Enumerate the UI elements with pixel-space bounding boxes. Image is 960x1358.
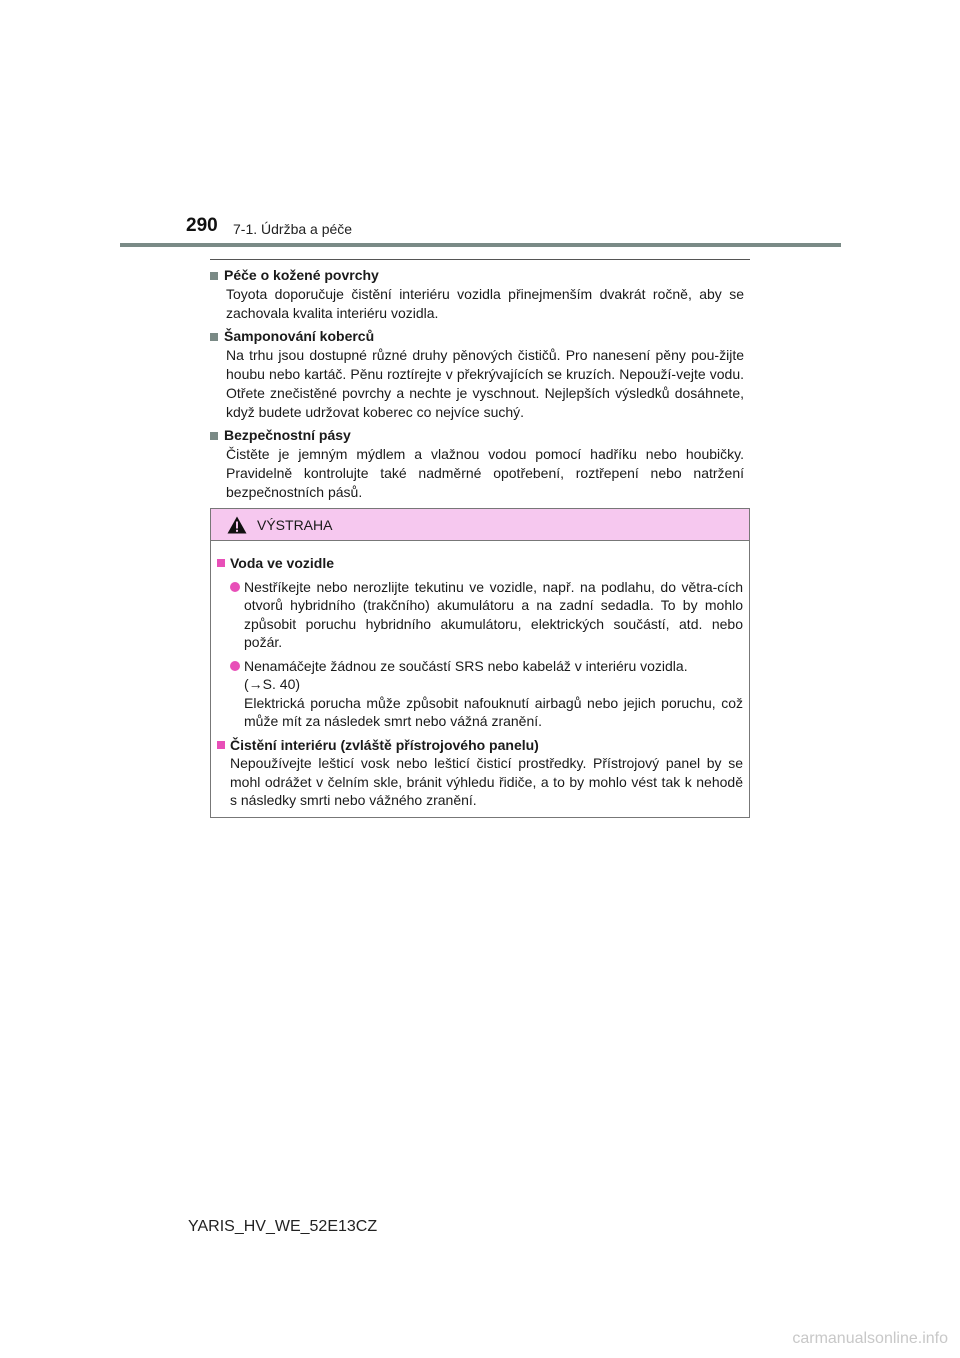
item-title: Péče o kožené povrchy (224, 267, 379, 283)
content-rule (210, 259, 750, 260)
warning-label: VÝSTRAHA (257, 516, 333, 533)
content (210, 266, 750, 506)
watermark: carmanualsonline.info (792, 1330, 948, 1347)
warning-item-body: Nepoužívejte lešticí vosk nebo lešticí čisticí prostředky. Přístrojový panel by se mohl odrážet v čelním skle, bránit výhledu řidiče, a to by mohlo vést tak k nehodě s následky smrti nebo vážného zranění. (230, 755, 743, 808)
warning-header (211, 509, 749, 541)
page-number: 290 (186, 215, 218, 236)
warning-bullet-line: Elektrická porucha může způsobit nafouknutí airbagů nebo jejich poruchu, což může mít za následek smrt nebo vážná zranění. (244, 694, 743, 729)
warning-bullet-line: Nenamáčejte žádnou ze součástí SRS nebo kabeláž v interiéru vozidla. (244, 657, 688, 674)
item-body: Toyota doporučuje čistění interiéru vozidla přinejmenším dvakrát ročně, aby se zachovala kvalita interiéru vozidla. (226, 286, 744, 321)
header-rule (120, 243, 841, 247)
warning-item-title: Čistění interiéru (zvláště přístrojového panelu) (230, 736, 539, 753)
page-reference: (→S. 40) (244, 676, 301, 692)
item-body: Čistěte je jemným mýdlem a vlažnou vodou pomocí hadříku nebo houbičky. Pravidelně kontrolujte také nadměrné opotřebení, roztřepení nebo natržení bezpečnostních pásů. (226, 446, 744, 500)
warning-item-interior (217, 736, 743, 810)
item-seatbelts (210, 426, 750, 502)
item-leather (210, 266, 750, 323)
warning-triangle-icon (227, 516, 247, 534)
warning-body (211, 541, 749, 810)
item-title: Šamponování koberců (224, 328, 375, 344)
warning-item-water (217, 554, 743, 573)
warning-box (210, 508, 750, 818)
warning-item-title: Voda ve vozidle (230, 555, 334, 571)
circle-bullet-icon (230, 661, 240, 671)
warning-bullet (217, 578, 743, 652)
section-title: 7-1. Údržba a péče (233, 221, 353, 237)
square-bullet-icon (210, 333, 218, 341)
square-bullet-icon (217, 559, 225, 567)
warning-bullet-text (244, 657, 743, 731)
circle-bullet-icon (230, 582, 240, 592)
warning-bullet (217, 657, 743, 731)
square-bullet-icon (210, 272, 218, 280)
item-carpet (210, 327, 750, 422)
manual-code: YARIS_HV_WE_52E13CZ (188, 1218, 378, 1235)
warning-bullet-text: Nestříkejte nebo nerozlijte tekutinu ve vozidle, např. na podlahu, do větra-cích otvorů hybridního (trakčního) akumulátoru a na zadní sedadla. To by mohlo způsobit poruchu hybridního akumulátoru, elektrických součástí, atd. nebo požár. (244, 578, 743, 650)
square-bullet-icon (217, 741, 225, 749)
square-bullet-icon (210, 432, 218, 440)
item-title: Bezpečnostní pásy (224, 427, 351, 443)
item-body: Na trhu jsou dostupné různé druhy pěnových čističů. Pro nanesení pěny pou-žijte houbu nebo kartáč. Pěnu roztírejte v překrývajících se kruzích. Nepouží-vejte vodu. Otřete znečistěné povrchy a nechte je vyschnout. Nejlepších výsledků dosáhnete, když budete udržovat koberec co nejvíce suchý. (226, 347, 744, 420)
